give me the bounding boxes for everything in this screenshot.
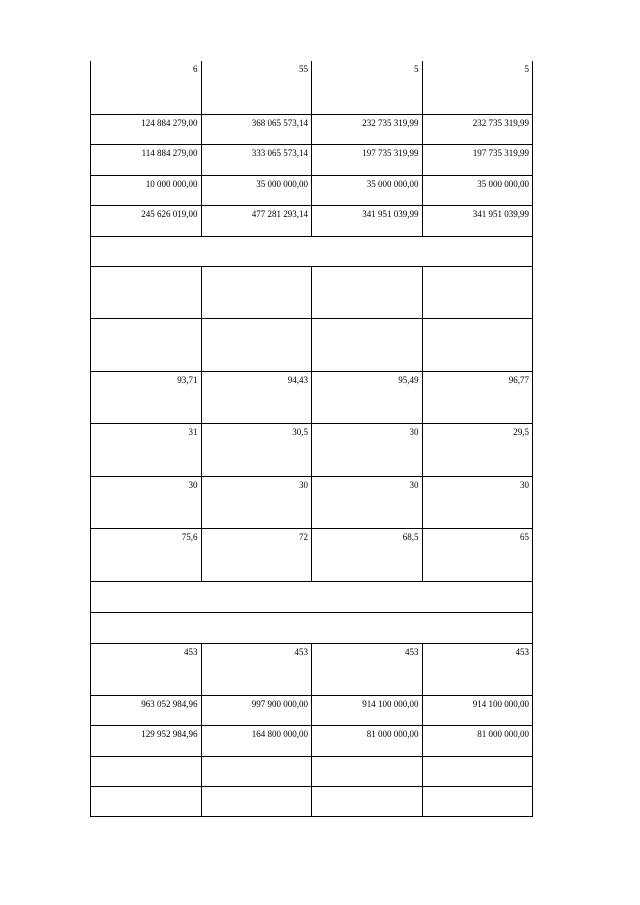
table-cell: 30	[201, 476, 312, 528]
table-cell	[312, 756, 423, 786]
table-row	[91, 423, 533, 476]
table-cell: 81 000 000,00	[422, 725, 533, 756]
table-row	[91, 114, 533, 144]
table-cell	[422, 756, 533, 786]
table-cell	[201, 318, 312, 371]
table-cell: 55	[201, 61, 312, 114]
table-cell: 75,6	[91, 528, 202, 581]
table-cell: 95,49	[312, 371, 423, 423]
table-row	[91, 528, 533, 581]
section-row	[91, 236, 533, 266]
table-cell: 30	[91, 476, 202, 528]
table-cell: 368 065 573,14	[201, 114, 312, 144]
table-cell: 65	[422, 528, 533, 581]
section-row	[91, 612, 533, 643]
table-cell: 6	[91, 61, 202, 114]
table-cell: 114 884 279,00	[91, 144, 202, 175]
table-cell	[91, 318, 202, 371]
table-cell	[201, 266, 312, 318]
table-cell: 453	[201, 643, 312, 695]
table-cell: 10 000 000,00	[91, 175, 202, 205]
table-cell: 197 735 319,99	[422, 144, 533, 175]
table-row	[91, 371, 533, 423]
table-cell: 197 735 319,99	[312, 144, 423, 175]
table-cell: 29,5	[422, 423, 533, 476]
table-cell: 333 065 573,14	[201, 144, 312, 175]
table-cell: 129 952 984,96	[91, 725, 202, 756]
table-row	[91, 756, 533, 786]
table-cell: 245 626 019,00	[91, 205, 202, 236]
table-cell: 30	[422, 476, 533, 528]
table-row	[91, 175, 533, 205]
section-row	[91, 581, 533, 612]
table-cell: 35 000 000,00	[422, 175, 533, 205]
table-cell: 68,5	[312, 528, 423, 581]
table-cell: 453	[312, 643, 423, 695]
table-cell: 232 735 319,99	[422, 114, 533, 144]
table-cell: 453	[422, 643, 533, 695]
table-cell: 453	[91, 643, 202, 695]
data-table	[90, 61, 533, 817]
table-row	[91, 205, 533, 236]
table-cell	[91, 786, 202, 816]
table-cell: 164 800 000,00	[201, 725, 312, 756]
table-row	[91, 318, 533, 371]
table-row	[91, 643, 533, 695]
table-cell	[201, 756, 312, 786]
table-cell: 124 884 279,00	[91, 114, 202, 144]
section-cell	[91, 236, 533, 266]
table-cell: 93,71	[91, 371, 202, 423]
table-cell	[422, 786, 533, 816]
table-cell: 5	[312, 61, 423, 114]
table-row	[91, 266, 533, 318]
table-row	[91, 725, 533, 756]
table-cell: 81 000 000,00	[312, 725, 423, 756]
table-cell: 30	[312, 476, 423, 528]
table-cell: 914 100 000,00	[312, 695, 423, 725]
table-cell: 232 735 319,99	[312, 114, 423, 144]
table-cell: 96,77	[422, 371, 533, 423]
table-cell: 477 281 293,14	[201, 205, 312, 236]
table-cell: 341 951 039,99	[422, 205, 533, 236]
table-cell: 5	[422, 61, 533, 114]
table-cell	[422, 266, 533, 318]
table-cell	[312, 786, 423, 816]
table-cell: 997 900 000,00	[201, 695, 312, 725]
table-cell	[201, 786, 312, 816]
table-row	[91, 144, 533, 175]
table-cell	[312, 318, 423, 371]
table-cell	[91, 266, 202, 318]
table-cell	[422, 318, 533, 371]
table-cell: 94,43	[201, 371, 312, 423]
table-cell: 35 000 000,00	[312, 175, 423, 205]
table-cell: 72	[201, 528, 312, 581]
section-cell	[91, 581, 533, 612]
table-row	[91, 786, 533, 816]
table-cell	[91, 756, 202, 786]
section-cell	[91, 612, 533, 643]
table-row	[91, 695, 533, 725]
table-cell	[312, 266, 423, 318]
table-cell: 31	[91, 423, 202, 476]
table-cell: 30	[312, 423, 423, 476]
table-row	[91, 61, 533, 114]
table-cell: 30,5	[201, 423, 312, 476]
table-cell: 914 100 000,00	[422, 695, 533, 725]
table-cell: 341 951 039,99	[312, 205, 423, 236]
table-row	[91, 476, 533, 528]
table-cell: 963 052 984,96	[91, 695, 202, 725]
table-cell: 35 000 000,00	[201, 175, 312, 205]
